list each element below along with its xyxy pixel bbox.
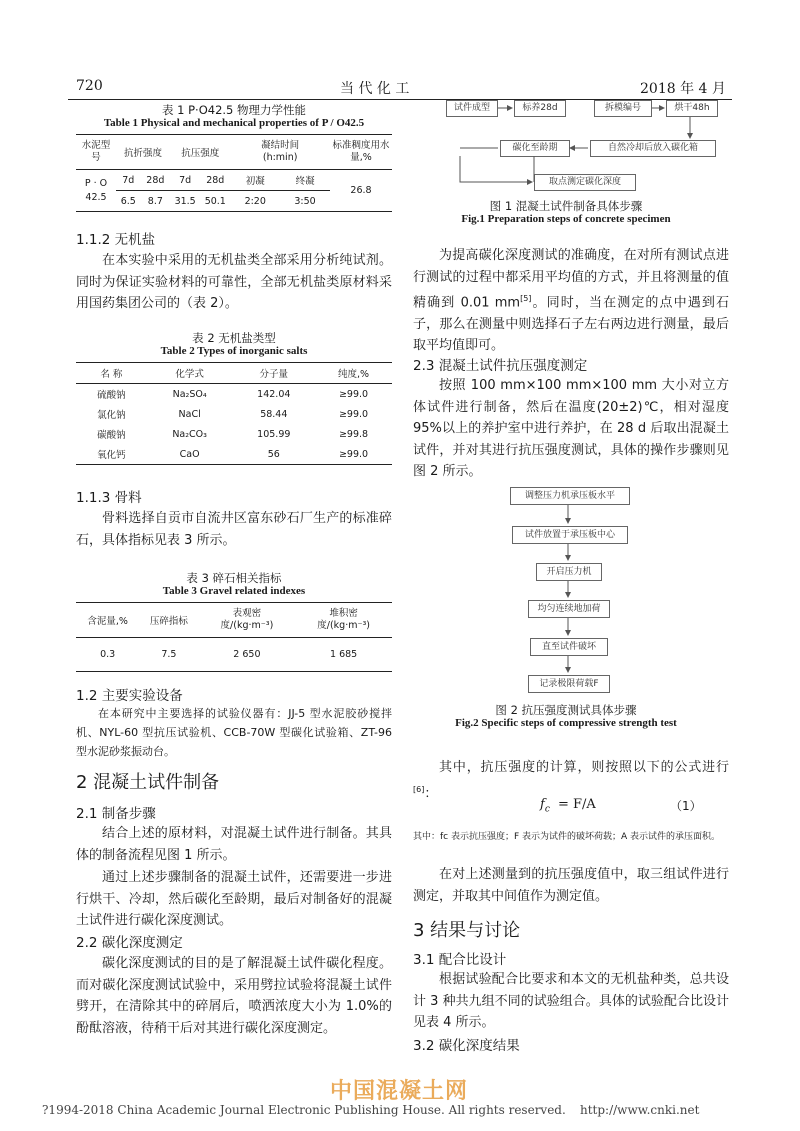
fig1-box-drying: 烘干48h: [666, 100, 718, 117]
table1-subheader: 28d: [200, 170, 230, 191]
table2-cell: 142.04: [257, 388, 291, 400]
table1-caption-en: Table 1 Physical and mechanical properties of P / O42.5: [103, 117, 365, 129]
table2-caption-en: Table 2 Types of inorganic salts: [160, 345, 308, 357]
issue-date: 2018 年 4 月: [640, 81, 726, 97]
table1-cement-type: P · O 42.5: [84, 177, 108, 203]
fig1-box-curing: 标养28d: [514, 100, 566, 117]
section-3-1-heading: 3.1 配合比设计: [413, 952, 507, 968]
table3-cell: 7.5: [161, 649, 177, 660]
footer-url[interactable]: http://www.cnki.net: [580, 1103, 700, 1117]
table1-subheader: 7d: [170, 170, 200, 191]
fig2-box-record-load: 记录极限荷载F: [528, 675, 610, 693]
section-2-2-paragraph: 碳化深度测试的目的是了解混凝土试件碳化程度。而对碳化深度测试试验中，采用劈拉试验将混凝土试件劈开，在清除其中的碎屑后，喷洒浓度大小为 1.0%的酚酞溶液，待稍干后对其进行碳化深度测定。: [76, 956, 392, 1036]
table1-cell: 26.8: [350, 185, 372, 196]
table1-subheader: 终凝: [280, 170, 330, 191]
table2-cell: NaCl: [178, 408, 201, 420]
section-1-2-paragraph: 在本研究中主要选择的试验仪器有：JJ-5 型水泥胶砂搅拌机、NYL-60 型抗压试验机、CCB-70W 型碳化试验箱、ZT-96 型水泥砂浆振动台。: [76, 707, 392, 758]
section-1-1-3-heading: 1.1.3 骨料: [76, 490, 142, 506]
table1-header: 凝结时间(h:min): [261, 140, 300, 163]
figure1-caption-en: Fig.1 Preparation steps of concrete specimen: [461, 213, 671, 225]
formula-note: 其中：fc 表示抗压强度；F 表示为试件的破坏荷载；A 表示试件的承压面积。: [413, 832, 721, 842]
table2-cell: 氧化钙: [97, 450, 126, 461]
table3-cell: 1 685: [330, 649, 358, 660]
watermark: 中国混凝土网: [330, 1079, 469, 1104]
table2-cell: 56: [267, 448, 280, 460]
formula-intro-paragraph: 其中，抗压强度的计算，则按照以下的公式进行[6]：: [413, 760, 729, 801]
section-1-1-2-paragraph: 在本实验中采用的无机盐类全部采用分析纯试剂。同时为保证实验材料的可靠性，全部无机盐类原材料采用国药集团公司的（表 2）。: [76, 253, 392, 311]
formula-expression: $f_c = F/A$: [540, 797, 596, 815]
fig1-box-demold: 拆模编号: [594, 100, 652, 117]
section-2-1-heading: 2.1 制备步骤: [76, 806, 156, 822]
table2-cell: ≥99.8: [338, 428, 369, 440]
section-2-1-paragraph-1: 结合上述的原材料，对混凝土试件进行制备。其具体的制备流程见图 1 所示。: [76, 826, 392, 863]
fig1-box-measure-depth: 取点测定碳化深度: [534, 174, 636, 191]
fig2-box-place-specimen: 试件放置于承压板中心: [512, 526, 628, 544]
table3-caption-cn: 表 3 碎石相关指标: [186, 571, 282, 585]
table3-cell: 2 650: [233, 649, 261, 660]
table2-cell: 硫酸钠: [97, 390, 126, 401]
table1-cell: 50.1: [204, 195, 226, 207]
table1-header: 水泥型号: [81, 140, 111, 163]
table3-header: 压碎指标: [149, 616, 188, 627]
section-1-2-heading: 1.2 主要实验设备: [76, 688, 183, 704]
table2-cell: ≥99.0: [338, 388, 369, 400]
table1-subheader: 28d: [141, 170, 171, 191]
table1-header: 抗折强度: [124, 148, 163, 159]
figure2-caption-cn: 图 2 抗压强度测试具体步骤: [495, 703, 637, 717]
table2-cell: CaO: [179, 448, 200, 460]
table1-subheader: 7d: [116, 170, 141, 191]
table2-header: 分子量: [259, 369, 289, 380]
table2-header: 化学式: [175, 369, 204, 380]
table1-cell: 2:20: [244, 195, 266, 207]
section-2-2-heading: 2.2 碳化深度测定: [76, 935, 183, 951]
table2-cell: 碳酸钠: [97, 430, 126, 441]
section-1-1-3-paragraph: 骨料选择自贡市自流井区富东砂石厂生产的标准碎石，具体指标见表 3 所示。: [76, 511, 392, 548]
table1-cell: 31.5: [174, 195, 196, 207]
table2-cell: 氯化钠: [97, 410, 126, 421]
table3-header: 表观密度/(kg·m⁻³): [220, 608, 274, 631]
section-3-heading: 3 结果与讨论: [413, 920, 521, 941]
section-1-1-2-heading: 1.1.2 无机盐: [76, 232, 156, 248]
section-2-3-heading: 2.3 混凝土试件抗压强度测定: [413, 358, 588, 374]
fig1-box-specimen-forming: 试件成型: [446, 100, 498, 117]
table1-caption-cn: 表 1 P·O42.5 物理力学性能: [161, 103, 307, 117]
table2-caption-cn: 表 2 无机盐类型: [192, 331, 276, 345]
table1-subheader: 初凝: [230, 170, 280, 191]
fig2-box-failure: 直至试件破坏: [530, 638, 608, 656]
carbonation-measurement-paragraph: 为提高碳化深度测试的准确度，在对所有测试点进行测试的过程中都采用平均值的方式，并且将测量的值精确到 0.01 mm[5]。同时，当在测定的点中遇到石子，那么在测量中则选择石子左右两边进行测量，最后取平均值即可。: [413, 248, 729, 354]
section-2-1-paragraph-2: 通过上述步骤制备的混凝土试件，还需要进一步进行烘干、冷却，然后碳化至龄期，最后对制备好的混凝土试件进行碳化深度测试。: [76, 870, 392, 928]
table2-cell: Na₂CO₃: [172, 428, 207, 440]
section-2-3-paragraph: 按照 100 mm×100 mm×100 mm 大小对立方体试件进行制备，然后在温度(20±2)℃，相对湿度 95%以上的养护室中进行养护，在 28 d 后取出混凝土试件，并对其进行抗压强度测试，具体的操作步骤则见图 2 所示。: [413, 378, 729, 479]
fig2-box-adjust-plate: 调整压力机承压板水平: [510, 487, 630, 505]
formula-number: （1）: [670, 799, 702, 813]
section-2-heading: 2 混凝土试件制备: [76, 772, 220, 793]
table2-cell: 105.99: [257, 428, 291, 440]
journal-title: 当 代 化 工: [340, 81, 410, 97]
section-3-1-paragraph: 根据试验配合比要求和本文的无机盐种类，总共设计 3 种共九组不同的试验组合。具体的试验配合比设计见表 4 所示。: [413, 972, 729, 1030]
table2-cell: 58.44: [260, 408, 288, 420]
fig1-box-cooling: 自然冷却后放入碳化箱: [590, 140, 716, 157]
table1-header: 标准稠度用水量,%: [332, 140, 390, 163]
figure1-caption-cn: 图 1 混凝土试件制备具体步骤: [489, 199, 643, 213]
table3-header: 堆积密度/(kg·m⁻³): [317, 608, 370, 631]
fig2-box-loading: 均匀连续地加荷: [528, 600, 610, 618]
table1-cell: 6.5: [120, 195, 136, 207]
figure2-caption-en: Fig.2 Specific steps of compressive strength test: [455, 717, 677, 729]
table1-header: 抗压强度: [181, 148, 220, 159]
table2-header: 纯度,%: [337, 369, 370, 380]
table3-caption-en: Table 3 Gravel related indexes: [162, 585, 306, 597]
median-value-paragraph: 在对上述测量到的抗压强度值中，取三组试件进行测定，并取其中间值作为测定值。: [413, 867, 729, 904]
table3-cell: 0.3: [100, 649, 116, 660]
table2-header: 名 称: [100, 369, 123, 380]
fig2-box-start-press: 开启压力机: [536, 563, 602, 581]
fig1-box-carbonation: 碳化至龄期: [500, 140, 570, 157]
table3-header: 含泥量,%: [87, 616, 128, 627]
page-number: 720: [76, 78, 103, 94]
table1-cell: 8.7: [147, 195, 163, 207]
table1-cell: 3:50: [294, 195, 316, 207]
table2-cell: Na₂SO₄: [172, 388, 207, 400]
section-3-2-heading: 3.2 碳化深度结果: [413, 1038, 520, 1054]
table2-cell: ≥99.0: [338, 448, 369, 460]
table2-cell: ≥99.0: [338, 408, 369, 420]
copyright-notice: ?1994-2018 China Academic Journal Electronic Publishing House. All rights reserved.: [42, 1103, 566, 1117]
